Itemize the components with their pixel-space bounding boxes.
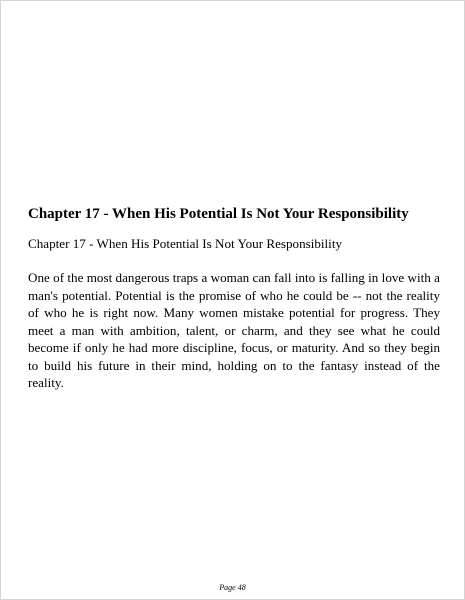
body-paragraph: One of the most dangerous traps a woman can fall into is falling in love with a man's potential. Potential is the promise of who he could be -- not the reality of who he is right now. Many women mistake potential for progress. They meet a man with ambition, talent, or charm, and they see what he could become if only he had more discipline, focus, or maturity. And so they begin to build his future in their mind, holding on to the fantasy instead of the reality. (28, 270, 440, 390)
chapter-subtitle: Chapter 17 - When His Potential Is Not Your Responsibility (28, 236, 342, 251)
chapter-heading: Chapter 17 - When His Potential Is Not Your Responsibility (28, 206, 409, 222)
page-number: Page 48 (219, 583, 246, 592)
